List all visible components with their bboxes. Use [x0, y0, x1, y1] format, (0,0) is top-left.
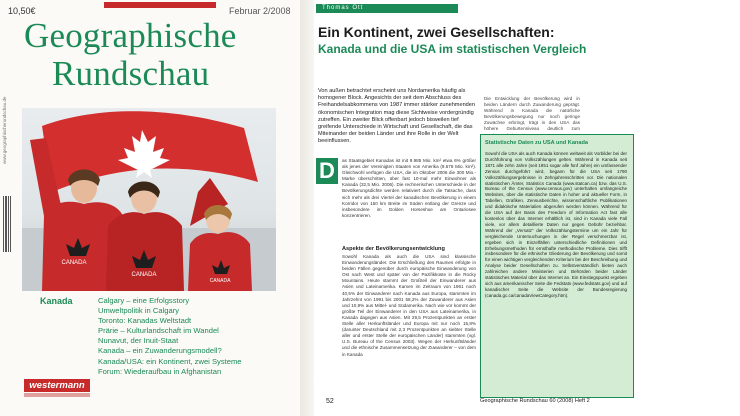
publisher-stripe	[24, 393, 90, 397]
toc-item: Umweltpolitik in Calgary	[98, 306, 180, 316]
cover-top-bar	[104, 2, 216, 8]
cover-title-line-2: Rundschau	[52, 54, 210, 93]
section-heading: Aspekte der Bevölkerungsentwicklung	[342, 246, 445, 252]
cover-toc	[98, 296, 298, 377]
article-column-1-continued: Sowohl Kanada als auch die USA sind klassische Einwanderungsländer. Die Erschließung des Raumes erfolgte in beiden Fällen gegenüber durch europäische Einwanderung von Ost nach West und später von der Pazifikküste in die Rocky Mountains. Heute stammt der Großteil der Einwanderer aus Asien und Lateinamerika. Kamen im Zeitraum von 1961 noch 40,5% der Einwanderer nach Kanada aus Europa, stammten im Jahrzehnt von 1991 bis 2001 58,2% der Zuwanderer aus Asien und 10,9% aus Mittel- und Südamerika. Nach wie vor kommt der größte Teil der Einwanderer in den USA aus Lateinamerika, in Kanada dagegen aus Asien. Mit 29,5 Prozentpunkten an erster Stelle aller Herkunftsländer und Europa mit nur noch 15,8% (darunter Deutschland mit 2,3 Prozentpunkten an siebter Stelle aller und erster Stelle der europäischen Länder) stammten (vgl. U.S. Bureau of the Census 2003). Wegen der Herkunftsländer und die ethnische Zusammensetzung der Zuwanderer – von dem in Kanada	[342, 254, 476, 357]
cover-website: www.geographischerundschau.de	[2, 96, 7, 164]
info-box-body: Sowohl die USA als auch Kanada können weltweit als Vorbilder bei der Durchführung von Volkszählungen gelten. Während in Kanada seit 1871 alle zehn Jahre (seit 1951 sogar alle fünf Jahre) ein umfassender Zensus durchgeführt wird, begann für die USA seit 1790 Volkszählungsergebnisse in Zehnjahresschritten vor. Die nationalen statistischen Ämter, Statistics Canada (www.statcan.ca) bzw. das U.S. Bureau of the Census (www.census.gov) unterhalten umfangreiche Websites, über die statistische Daten in hoher und aktueller Form, in Tabellen, Grafiken, Zensusberichte, wissenschaftliche Publikationen und didaktische Materialien abgerufen werden können. Während für die USA auf der Basis des Freedom of Information Act fast alle kostenlos über das Internet erhältlich ist, sind in Kanada viele Fall viele, vor allem detaillierte Daten nur gegen Gebühr beziehbar. Während der „Versatz“ der Volkszählungstermine um ein Jahr für vergleichende Untersuchungen in der Regel verschmerzbar ist, ergeben sich in Einzelfällen unterschiedliche Definitionen und Erhebungsmethoden für ernsthafte methodische Probleme. Dies trifft insbesondere für die ethnische Gliederung der Bevölkerung und somit für einen wichtigen vergleichenden Kriterium bei der Beschreibung und Analyse beider Gesellschaften zu. Selbstverständlich bieten auch zahlreichen andere Ministerien und Behörden beider Länder statistisches Material über das Internet an. Ein Einstiegspunkt ergeben sich aus amerikanischer Seite die Fedstats (www.fedstats.gov) und auf kanadischer Seite die Website der Bundesregierung (canada.gc.ca/canadaViewCategory.htm).	[485, 151, 627, 298]
jersey-text-2: CANADA	[131, 272, 157, 278]
toc-item: Calgary – eine Erfolgsstory	[98, 296, 190, 305]
barcode-icon	[2, 196, 12, 252]
drop-cap: D	[316, 158, 338, 184]
publisher-logo: westermann	[24, 379, 90, 392]
page-spine	[300, 0, 314, 416]
article-column-2: Die Entwicklung der Bevölkerung wird in beiden Ländern durch Zuwanderung geprägt. Während in Kanada die natürliche Bevölkerungsbewegung nur noch geringe Zuwächse erbringt, trägt in den USA das höhere Geburtenniveau deutlich zum	[484, 96, 580, 132]
article-intro: Von außen betrachtet erscheint uns Nordamerika häufig als homogener Block. Angesichts der seit dem Abschluss des Freihandelsabkommens von 1987 immer stärker zunehmenden ökonomischen Integration mag diese Sichtweise vordergründig zutreffen. Ein zweiter Blick offenbart jedoch bisweilen tief greifende Unterschiede in Wirtschaft und Gesellschaft, die das Miteinander der beiden Länder und ihre Rolle in der Welt beeinflussen.	[318, 88, 476, 145]
toc-item: Kanada – ein Zuwanderungsmodell?	[98, 346, 222, 356]
toc-item: Nunavut, der Inuit-Staat	[98, 336, 179, 346]
article-subhead: Kanada und die USA im statistischen Vergleich	[318, 42, 587, 56]
toc-item: Toronto: Kanadas Weltstadt	[98, 316, 192, 326]
cover-issue: Februar 2/2008	[229, 6, 291, 16]
article-column-1: as Staatsgebiet Kanadas ist mit 9.985 Mio. km² etwa 6% größer als jenes der Vereinigten Staaten von Amerika (9.578 Mio. km²). Gleichwohl verfügen die USA, die im Oktober 2006 die 300 Mio.-Marke überschritten, über fast 10-mal mehr Einwohner als Kanada (32,5 Mio. 2006). Die rechnerischen Unterschiede in der Bevölkerungsdichte werden relativiert durch die Tatsache, dass sich mehr als drei Viertel der kanadischen Bevölkerung in einem Korridor von 150 km Breite im Süden entlang der Grenze und insbesondere im Golden Horseshoe am Ontariosee konzentrieren.	[342, 158, 476, 218]
toc-item: Forum: Wiederaufbau in Afghanistan	[98, 366, 222, 376]
hockey-team-illustration	[22, 108, 276, 291]
page-footer: Geographische Rundschau 60 (2008) Heft 2	[480, 398, 590, 404]
info-box-title: Statistische Daten zu USA und Kanada	[485, 140, 588, 146]
jersey-text-3: CANADA	[209, 278, 231, 284]
jersey-text-1: CANADA	[61, 260, 87, 266]
author-name: Thomas Ott	[322, 5, 364, 11]
toc-item: Prärie – Kulturlandschaft im Wandel	[98, 326, 219, 336]
cover-price: 10,50€	[8, 6, 36, 16]
cover-title-line-1: Geographische	[24, 16, 237, 55]
cover-country-label: Kanada	[40, 296, 73, 306]
article-headline: Ein Kontinent, zwei Gesellschaften:	[318, 24, 555, 40]
cover-photo	[22, 108, 276, 291]
page-number: 52	[326, 398, 334, 405]
toc-item: Kanada/USA: ein Kontinent, zwei Systeme	[98, 356, 242, 366]
